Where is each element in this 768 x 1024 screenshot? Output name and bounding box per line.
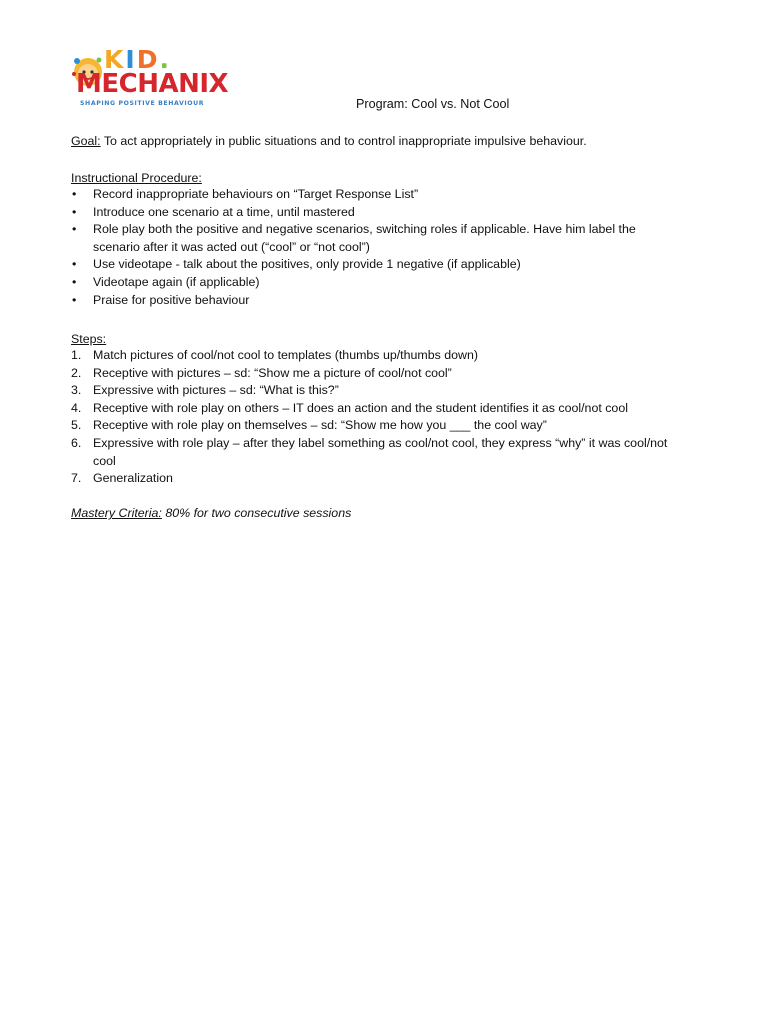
instructional-procedure-heading: Instructional Procedure: — [71, 171, 202, 185]
list-item: • Record inappropriate behaviours on “Target Response List” — [71, 186, 636, 204]
list-item: 1. Match pictures of cool/not cool to templates (thumbs up/thumbs down) — [71, 348, 478, 362]
list-item: • Praise for positive behaviour — [71, 292, 636, 310]
bullet-icon: • — [72, 257, 77, 272]
logo-mechanix-text: MECHANIX — [76, 69, 229, 99]
list-item: 4. Receptive with role play on others – IT does an action and the student identifies it as cool/not cool — [71, 400, 628, 415]
list-item: • Introduce one scenario at a time, until mastered — [71, 204, 636, 222]
kid-mechanix-logo — [68, 44, 229, 114]
bullet-icon: • — [72, 204, 77, 219]
bullet-icon: • — [72, 222, 77, 237]
list-item: 5. Receptive with role play on themselves – sd: “Show me how you ___ the cool way” — [71, 418, 547, 433]
logo-kid-text: KID. — [104, 45, 171, 74]
mastery-criteria-line — [71, 505, 351, 521]
list-item: • Use videotape - talk about the positives, only provide 1 negative (if applicable) — [71, 256, 636, 274]
mastery-criteria-text: 80% for two consecutive sessions — [161, 506, 352, 520]
list-item: • Videotape again (if applicable) — [71, 274, 636, 292]
list-item: 2. Receptive with pictures – sd: “Show me a picture of cool/not cool” — [71, 365, 452, 380]
list-item: 6. Expressive with role play – after they label something as cool/not cool, they express “why” it was cool/not cool — [71, 435, 668, 468]
steps-heading: Steps: — [71, 332, 107, 346]
mastery-criteria-label: Mastery Criteria: — [71, 506, 162, 520]
goal-label: Goal: — [71, 134, 101, 148]
bullet-icon: • — [72, 187, 77, 201]
list-item: • Role play both the positive and negative scenarios, switching roles if applicable. Have him label the scenario after it was acted out (“cool” or “not cool”) — [72, 222, 636, 254]
steps-list — [71, 347, 667, 488]
logo-tagline: SHAPING POSITIVE BEHAVIOUR — [80, 100, 205, 107]
list-item: 3. Expressive with pictures – sd: “What is this?” — [71, 383, 339, 398]
bullet-icon: • — [72, 292, 77, 307]
goal-text: To act appropriately in public situations and to control inappropriate impulsive behaviour. — [100, 134, 587, 148]
list-item: 7. Generalization — [71, 471, 173, 486]
instructional-procedure-list — [71, 186, 636, 309]
program-title: Program: Cool vs. Not Cool — [356, 97, 510, 111]
bullet-icon: • — [72, 274, 77, 289]
goal-line — [71, 133, 587, 149]
